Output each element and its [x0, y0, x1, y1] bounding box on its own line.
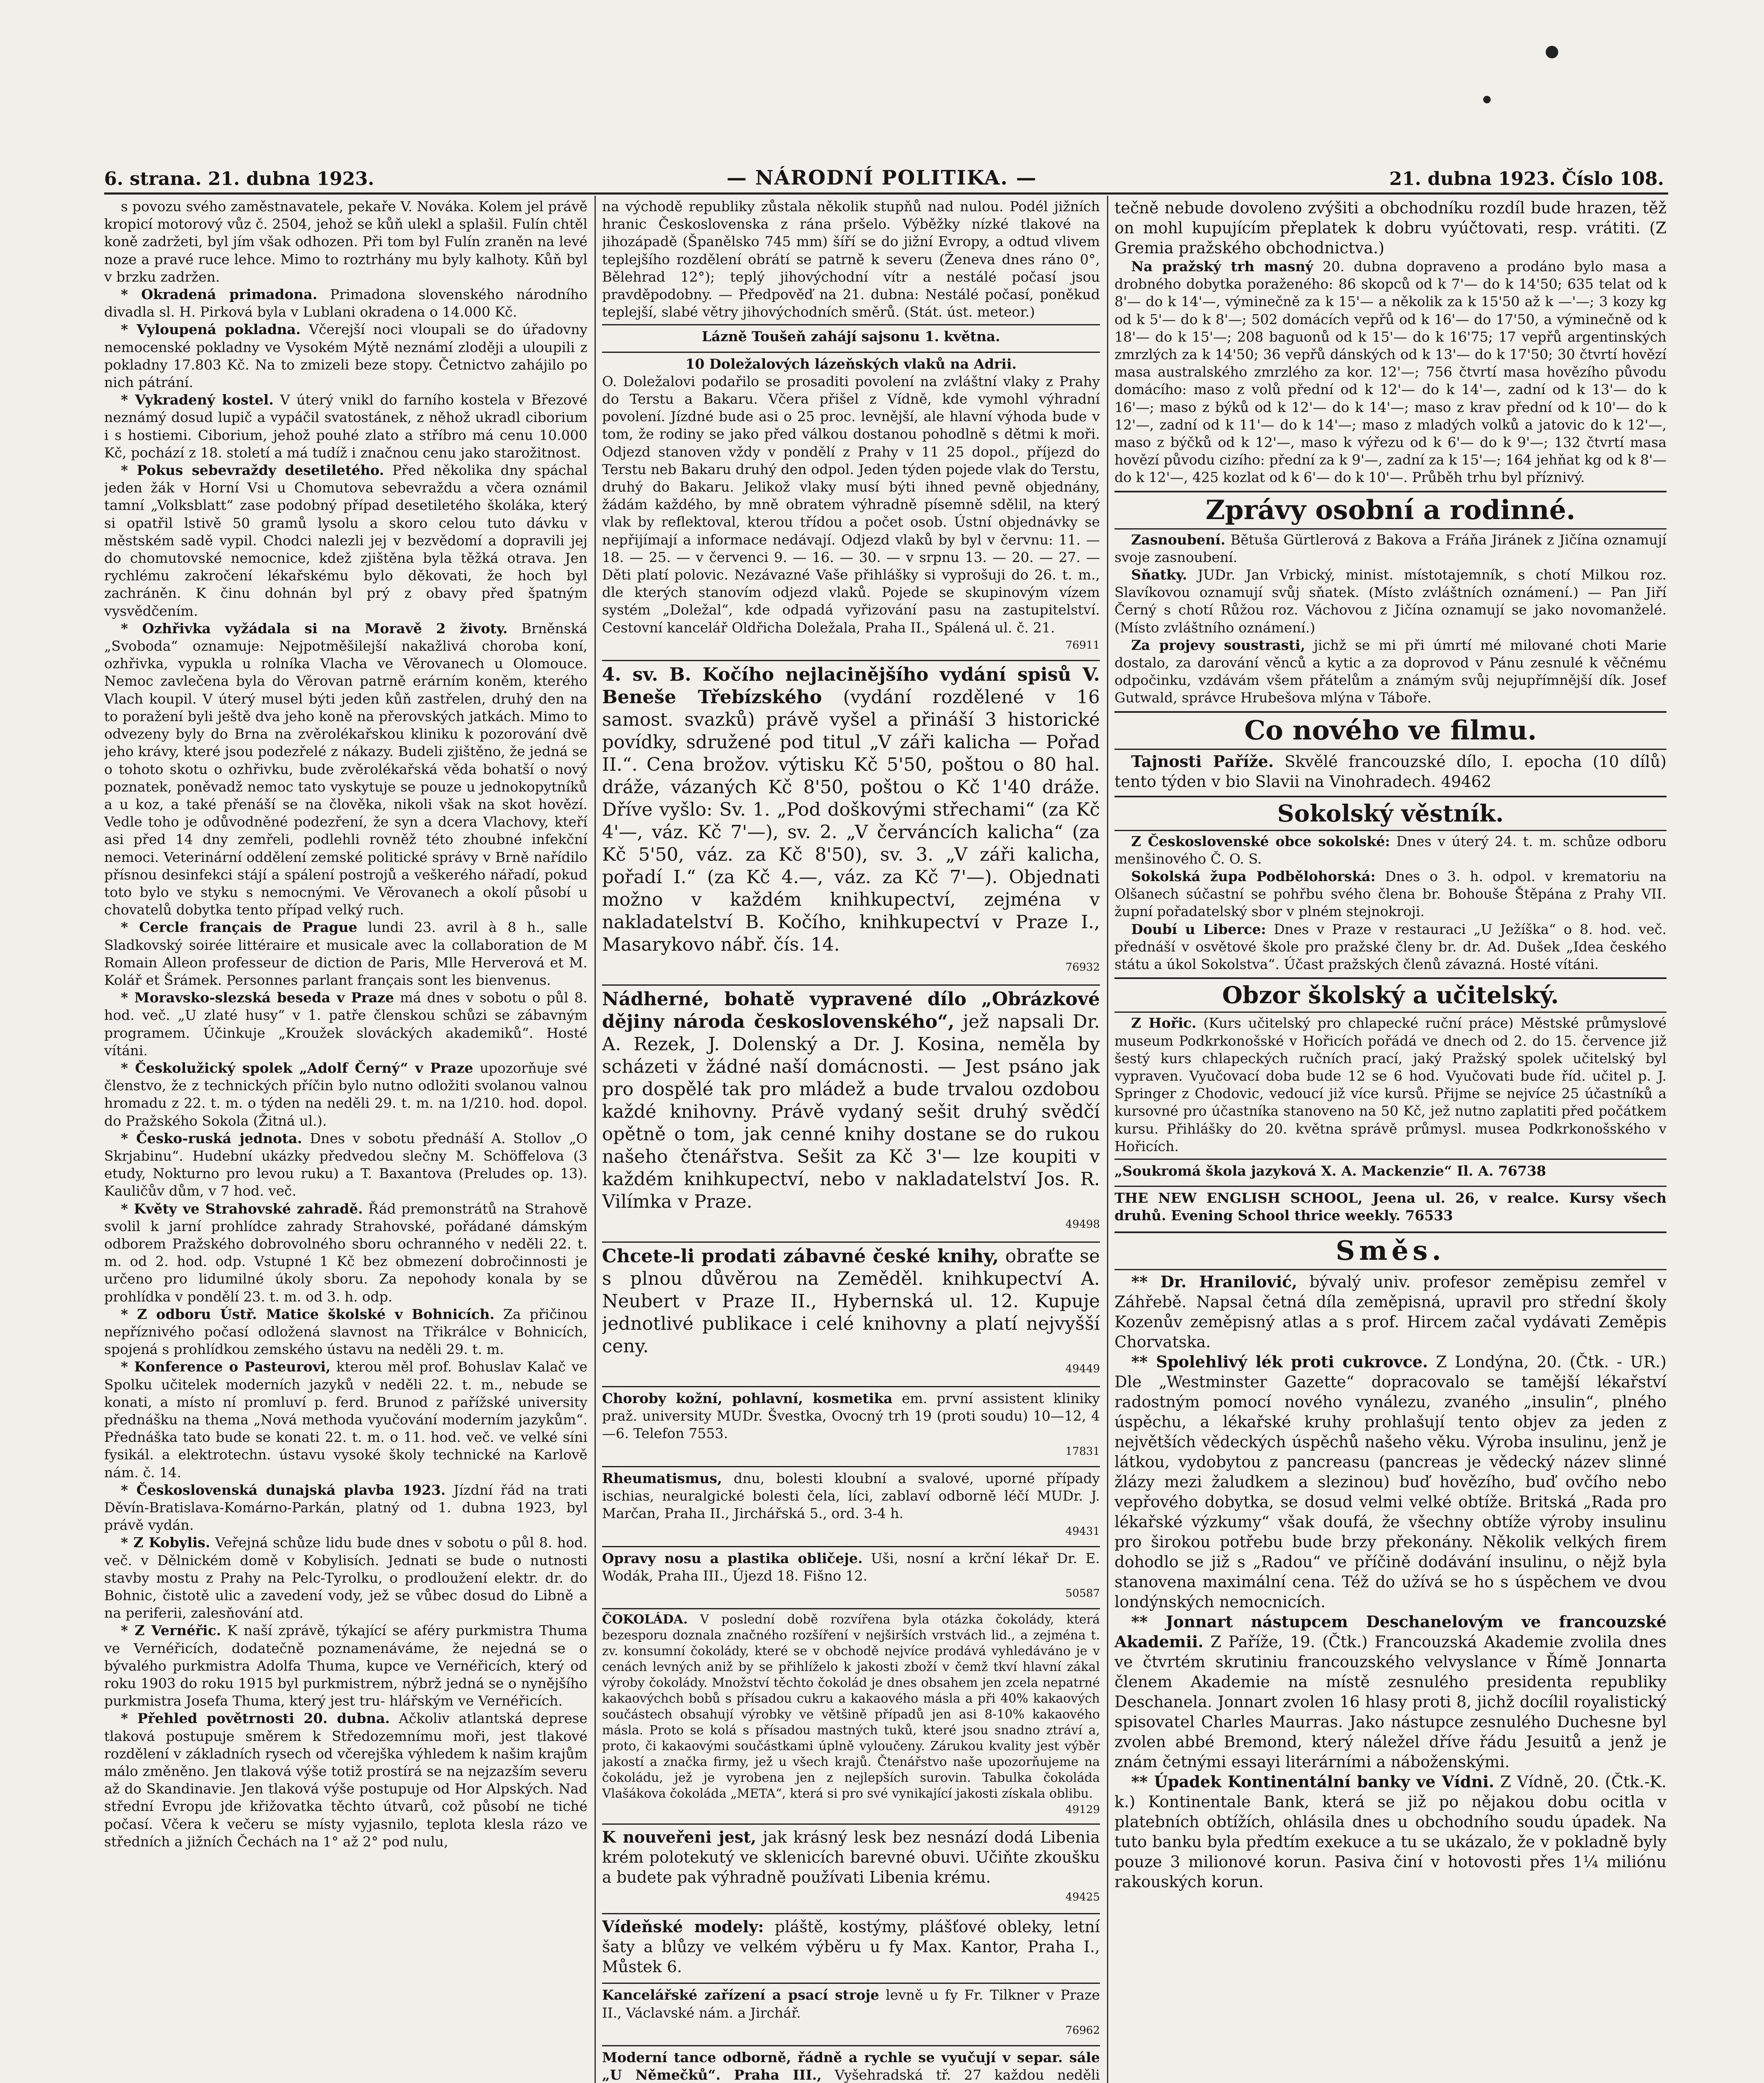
weather-continued: na východě republiky zůstala několik stupňů nad nulou. Podél jižních hranic Československa z rána pršelo. Výběžky nízké tlakové na jihozápadě (Španělsko 745 mm) šíří se do jižní Evropy, a odtud vlivem teplejšího rozdělení obrátí se patrně k severu (Ženeva dnes ráno 0°, Bělehrad 12°); teplý jihovýchodní vítr a nestálé počasí jsou pravděpodobny. — Předpověď na 21. dubna: Nestálé počasí, poněkud teplejší, slabé větry jihovýchodních směrů. (Stát. úst. meteor.) — [602, 198, 1100, 320]
news-item: Za projevy soustrasti, jichž se mi při úmrtí mé milované choti Marie dostalo, za darování věnců a kytic a za doprovod v Pánu zesnulé k věčnému odpočinku, vzdávám všem přátelům a známým svůj nejupřímnější dík. Josef Gutwald, správce Hrubešova mlýna v Táboře. — [1114, 637, 1667, 706]
section-heading: Zprávy osobní a rodinné. — [1114, 491, 1667, 529]
news-item: Zasnoubení. Bětuša Gürtlerová z Bakova a Fráňa Jiránek z Jičína oznamují svoje zasnoubení. — [1114, 531, 1667, 565]
news-item: * Konference o Pasteurovi, kterou měl prof. Bohuslav Kalač ve Spolku učitelek moderních jazyků v neděli 22. t. m., nebude se konati, a místo ní promluví p. ferd. Brunod z pařížské university přednášku na thema „Nová methoda vyučování moderním jazykům“. Přednáška tato bude se konati 22. t. m. o 11. hod. več. ve velké síni fysikál. a elektrotechn. ústavu vysoké školy technické na Karlově nám. č. 14. — [104, 1359, 587, 1481]
news-item: * Moravsko-slezská beseda v Praze má dnes v sobotu o půl 8. hod. več. „U zlaté husy“ v 1. patře členskou schůzi se zábavným programem. Účinkuje „Kroužek slováckých akademiků“. Hosté vítáni. — [104, 989, 587, 1059]
news-item: Na pražský trh masný 20. dubna dopraveno a prodáno bylo masa a drobného dobytka poraženého: 86 skopců od k 7'— do k 14'50; 635 telat od k 8'— do k 14'—, výminečně za k 15'— a několik za k 15'50 až k —'—; 3 kozy kg od k 5'— do k 8'—; 502 domácích vepřů od k 16'— do 17'50, a výminečně od k 18'— do k 15'—; 208 baguonů od k 15'— do k 16'75; 17 vepřů argentinských zmrzlých za k 14'50; 36 vepřů dánských od k 13'— do k 17'50; 30 čtvrtí hovězí masa australského zmrzlého za kor. 12'—; 756 čtvrtí masa hovězího původu domácího: maso z volů přední od k 12'— do k 14'—, zadní od k 13'— do k 16'—; maso z býků od k 12'— do k 14'—; maso z krav přední od k 10'— do k 12'—, zadní od k 11'— do k 14'—; maso z mladých volků a jatovic do k 12'—, maso z býčků od k 12'—, maso k výřezu od k 6'— do k 9'—; 132 čtvrtí masa hovězí původu cizího: přední za k 9'—, zadní za k 15'—; 164 jehňat kg od k 8'— do k 12'—, 425 kozlat od k 6'— do k 10'—. Průběh trhu byl příznivý. — [1114, 258, 1667, 486]
column-3 — [1114, 198, 1667, 2083]
advert: ČOKOLÁDA. V poslední době rozvířena byla otázka čokolády, která bezesporu doznala značného rozšíření v nejširších vrstvách lid., a zejména t. zv. konsumní čokolády, které se v obchodě nejvíce prodává vyhledáváno je v cenách levných aniž by se přihlíželo k jakosti zboží v čemž tkví hlavní zákal výroby čokolády. Množství těchto čokolád je dnes obsahem jen zcela nepatrné kakaovýchch bobů s přísadou cukru a kakaového másla a při 40% kakaových součástech obsahují výrobky ve většině případů jen asi 8-10% kakaového másla. Proto se kolá s přísadou mastných tuků, které jsou snadno ztráví a, proto, či kakaovými součástkami úplně vyloučeny. Zárukou kvality jest výběr jakostí a značka firmy, jež u všech krajů. Čtenářstvo naše upozorňujeme na čokoládu, jež je vyrobena jen z nejlepších surovin. Tabulka čokoláda Vlašákova čokoláda „META“, která si pro své vynikající jakosti získala oblibu. 49129 — [602, 1608, 1100, 1820]
header-left: 6. strana. 21. dubna 1923. — [104, 168, 375, 190]
advert: Chcete-li prodati zábavné české knihy, obraťte se s plnou důvěrou na Zeměděl. knihkupectví A. Neubert v Praze II., Hybernská ul. 12. Kupuje jednotlivé publikace i celé knihovny a platí nejvyšší ceny. 49449 — [602, 1241, 1100, 1383]
advert: THE NEW ENGLISH SCHOOL, Jeena ul. 26, v realce. Kursy všech druhů. Evening School thrice weekly. 76533 — [1114, 1186, 1667, 1227]
advert: Rheumatismus, dnu, bolesti kloubní a svalové, uporné případy ischias, neuralgické bolesti čela, líci, zablaví odborně léčí MUDr. J. Marčan, Praha II., Jirchářská 5., ord. 3-4 h. 49431 — [602, 1466, 1100, 1543]
news-item: Z Hořic. (Kurs učitelský pro chlapecké ruční práce) Městské průmyslové museum Podkrkonošské v Hořicích pořádá ve dnech od 2. do 15. července již šestý kurs chlapeckých ručních prací, jaký Pražský spolek učitelský byl vypraven. Vyučovací doba bude 12 se 6 hod. Vyučovati bude říd. učitel p. J. Springer z Chodovic, vedoucí již více kursů. Přijme se nejvíce 25 účastníků a kursovné pro účastníka stanoveno na 50 Kč, jež nutno zaplatiti před počátkem kursu. Přihlášky do 20. května správě průmysl. musea Podkrkonošského v Hořicích. — [1114, 1015, 1667, 1154]
advert: Opravy nosu a plastika obličeje. Uši, nosní a krční lékař Dr. E. Wodák, Praha III., Újezd 18. Fišno 12. 50587 — [602, 1546, 1100, 1605]
news-item: Doubí u Liberce: Dnes v Praze v restauraci „U Ježíška“ o 8. hod. več. přednáší v osvětové škole pro pražské členy br. dr. Ad. Dušek „Idea českého státu a úkol Sokolstva“. Účast pražských členů závazná. Hosté vítáni. — [1114, 921, 1667, 973]
column-2 — [602, 198, 1100, 2083]
column-divider — [1107, 196, 1108, 2083]
news-item: * Květy ve Strahovské zahradě. Řád premonstrátů na Strahově svolil k jarní prohlídce zahrady Strahovské, pořádané dámským odborem Pražského dobrovolného sboru ochranného v neděli 22. t. m. od 2. hod. odp. Vstupné 1 Kč bez obmezení dobročinnosti je určeno pro lidumilné úkoly sboru. Za nepohody konala by se prohlídka v pondělí 23. t. m. od 3. h. odp. — [104, 1200, 587, 1305]
advert: Choroby kožní, pohlavní, kosmetika em. první assistent kliniky praž. university MUDr. Švestka, Ovocný trh 19 (proti soudu) 10—12, 4—6. Telefon 7553. 17831 — [602, 1386, 1100, 1463]
news-item: * Českolužický spolek „Adolf Černý“ v Praze upozorňuje své členstvo, že z technických příčin bylo nutno odložiti svolanou valnou hromadu z 22. t. m. o týden na neděli 29. t. m. na 1/210. hod. dopol. do Pražského Sokola (Žitná ul.). — [104, 1059, 587, 1129]
news-item: Sňatky. JUDr. Jan Vrbický, minist. místotajemník, s chotí Milkou roz. Slavíkovou oznamují svůj sňatek. (Místo zvláštních oznámení.) — Pan Jiří Černý s chotí Růžou roz. Váchovou z Jičína oznamují se jako novomanželé. (Místo zvláštního oznámení.) — [1114, 567, 1667, 636]
column-1 — [104, 198, 587, 2083]
news-item: * Okradená primadona. Primadona slovenského národního divadla sl. H. Pirková byla v Lublani okradena o 14.000 Kč. — [104, 286, 587, 320]
advert: 10 Doležalových lázeňských vlaků na Adrii. O. Doležalovi podařilo se prosaditi povolení na zvláštní vlaky z Prahy do Terstu a Bakaru. Včera přišel z Vídně, kde vymohl výhradní povolení. Jízdné bude asi o 25 proc. levnější, ale hlavní výhoda bude v tom, že rodiny se jako před válkou dostanou pohodlně s dětmi k moři. Odjezd stanoven vždy v pondělí z Prahy v 11 25 dopol., příjezd do Terstu neb Bakaru druhý den odpol. Jeden týden pojede vlak do Terstu, druhý do Bakaru. Jelikož vlaky musí býti ihned pevně objednány, žádám každého, by mně obratem výhradně písemně sdělil, na který vlak by reflektoval, kterou třídou a počet osob. Ústní objednávky se nepřijímají a informace nedávají. Odjezd vlaků by byl v červnu: 11. — 18. — 25. — v červenci 9. — 16. — 30. — v srpnu 13. — 20. — 27. — Děti platí polovic. Nezávazné Vaše přihlášky si vyprošuji do 26. t. m., dle kterých stanovím odjezd vlaků. Pojede se skupinovým vízem systém „Doležal“, kde odpadá vyřizování pasu na zastupitelství. Cestovní kancelář Oldřicha Doležala, Praha II., Spálená ul. č. 21. 76911 — [602, 352, 1100, 657]
news-item: ** Spolehlivý lék proti cukrovce. Z Londýna, 20. (Čtk. - UR.) Dle „Westminster Gazette“ dopracovalo se tamější lékařství radostným pomocí nového vynálezu, zvaného „insulin“, plného úspěchu, a lékařské kruhy prohlašují tento objev za jeden z největších vědeckých úspěchů našeho věku. Výroba insulinu, jenž je látkou, vydobytou z pancreasu (pancreas je vědecký název slinné žlázy mezi žaludkem a slezinou) buď hovězího, buď ovčího nebo vepřového dobytka, se dosud velmi velké obtíže. Britská „Rada pro lékařské výzkumy“ však doufá, že všechny obtíže výroby insulinu pro širokou potřebu bude brzy překonány. Několik velkých firem dohodlo se již s „Radou“ ve příčině dodávání insulinu, o nějž byla stanovena maximální cena. Též do užívá se ho s úspěchem ve dvou londýnských nemocnicích. — [1114, 1352, 1667, 1611]
news-item: s povozu svého zaměstnavatele, pekaře V. Nováka. Kolem jel právě kropicí motorový vůz č. 2504, jehož se kůň ulekl a splašil. Fulín chtěl koně zadržeti, byl jím však odhozen. Při tom byl Fulín zraněn na levé noze a pravé ruce lehce. Mimo to roztrhány mu byly kalhoty. Kůň byl v brzku zadržen. — [104, 198, 587, 285]
advert: Vídeňské modely: pláště, kostýmy, plášťové obleky, letní šaty a blůzy ve velkém výběru u fy Max. Kantor, Praha I., Můstek 6. — [602, 1913, 1100, 1979]
advert: Moderní tance odborně, řádně a rychle se vyučují v separ. sále „U Němečků“. Praha III., Vyšehradská tř. 27 každou neděli — [602, 2045, 1100, 2083]
news-item: * Cercle français de Prague lundi 23. avril à 8 h., salle Sladkovský soirée littéraire et musicale avec la collaboration de M Romain Alleon professeur de diction de Paris, Mlle Herverová et M. Kolář et Šrámek. Personnes parlant français sont les bienvenus. — [104, 919, 587, 988]
news-item: * Československá dunajská plavba 1923. Jízdní řád na trati Děvín-Bratislava-Komárno-Parkán, platný od 1. dubna 1923, byl právě vydán. — [104, 1481, 587, 1534]
news-item: * Vyloupená pokladna. Včerejší noci vloupali se do úřadovny nemocenské pokladny ve Vysokém Mýtě neznámí zloději a uloupili z pokladny 17.803 Kč. Na to zmizeli beze stopy. Četnictvo zahájilo po nich pátrání. — [104, 321, 587, 391]
news-item: Tajnosti Paříže. Skvělé francouzské dílo, I. epocha (10 dílů) tento týden v bio Slavii na Vinohradech. 49462 — [1114, 752, 1667, 791]
news-item: * Vykradený kostel. V úterý vnikl do farního kostela v Březové neznámý dosud lupič a vypáčil svatostánek, z něhož ukradl ciborium i s hostiemi. Ciborium, jehož pouhé zlato a stříbro má cenu 10.000 Kč, pochází z 18. století a má tudíž i značnou cenu jako starožitnost. — [104, 392, 587, 461]
news-item: ** Jonnart nástupcem Deschanelovým ve francouzské Akademii. Z Paříže, 19. (Čtk.) Francouzská Akademie zvolila dnes ve čtvrtém skrutiniu francouzského velvyslance v Římě Jonnarta členem Akademie na místě zesnulého presidenta republiky Deschanela. Jonnart zvolen 16 hlasy proti 8, jichž docílil royalistický spisovatel Charles Maurras. Jako nástupce zesnulého Duchesne byl zvolen abbé Bremond, který náležel dříve řádu Jesuitů a jenž je znám četnými essayi literárními a náboženskými. — [1114, 1612, 1667, 1771]
news-item: * Česko-ruská jednota. Dnes v sobotu přednáší A. Stollov „O Skrjabinu“. Hudební ukázky předvedou slečny M. Schöffelova (3 etudy, Nokturno pro levou ruku) a T. Baxantova (Preludes op. 13). Kauličův dům, v 7 hod. več. — [104, 1130, 587, 1199]
advert: 4. sv. B. Kočího nejlacinějšího vydání spisů V. Beneše Třebízského (vydání rozdělené v 16 samost. svazků) právě vyšel a přináší 3 historické povídky, sdružené pod titul „V záři kalicha — Pořad II.“. Cena brožov. výtisku Kč 5'50, poštou o 80 hal. dráže, vázaných Kč 8'50, poštou o Kč 1'40 dráže. Dříve vyšlo: Sv. 1. „Pod doškovými střechami“ (za Kč 4'—, váz. Kč 7'—), sv. 2. „V červáncích kalicha“ (za Kč 5'50, váz. za Kč 8'50), sv. 3. „V záři kalicha, pořadí I.“ (za Kč 4.—, váz. za Kč 7'—). Objednati možno v každém knihkupectví, zejména v nakladatelství B. Kočího, knihkupectví v Praze I., Masarykovo nábř. čís. 14. 76932 — [602, 660, 1100, 981]
section-heading: Směs. — [1114, 1231, 1667, 1270]
punch-hole — [1546, 46, 1558, 58]
news-item: * Z odboru Ústř. Matice školské v Bohnicích. Za přičinou nepříznivého počasí odložená slavnost na Třikrálce v Bohnicích, spojená s prohlídkou zemského ústavu na neděli 29. t. m. — [104, 1306, 587, 1358]
news-item: Z Československé obce sokolské: Dnes v úterý 24. t. m. schůze odboru menšinového Č. O. S. — [1114, 833, 1667, 867]
advert: Nádherné, bohatě vypravené dílo „Obrázkové dějiny národa československého“, jež napsali Dr. A. Rezek, J. Dolenský a Dr. J. Kosina, neměla by scházeti v žádné naší domácnosti. — Jest psáno jak pro dospělé tak pro mládež a bude trvalou ozdobou každé knihovny. Právě vydaný sešit druhý svědčí opětně o tom, jak cenné knihy dostane se do rukou našeho čtenářstva. Sešit za Kč 3'— lze koupiti v každém knihkupectví, nebo v nakladatelství Jos. R. Vilímka v Praze. 49498 — [602, 984, 1100, 1238]
news-item: * Přehled povětrnosti 20. dubna. Ačkoliv atlantská deprese tlaková postupuje směrem k Středozemnímu moři, jest tlakové rozdělení v základních rysech od včerejška výhledem k našim krajům málo změněno. Jen tlaková výše totiž prostírá se na nejzazším severu až do Skandinavie. Jen tlaková výše postupuje od Hor Alpských. Nad střední Evropu jde křižovatka těchto útvarů, což působí ne tiché počasí. Včera k večeru se místy vyjasnilo, teplota klesla rázo ve středních a jižních Čechách na 1° až 2° pod nulu, — [104, 1710, 587, 1850]
column-divider — [595, 196, 596, 2083]
advert: „Soukromá škola jazyková X. A. Mackenzie“ Il. A. 76738 — [1114, 1159, 1667, 1182]
news-item: ** Úpadek Kontinentální banky ve Vídni. Z Vídně, 20. (Čtk.-K. k.) Kontinentale Bank, která se již po nějakou dobu ocitla v platebních obtížích, ohlásila dnes u obchodního soudu úpadek. Na tuto banku byla předtím exekuce a tu se ukázalo, že v pokladně byly pouze 3 milionové korun. Pasiva činí v hotovosti přes 1¼ miliónu rakouských korun. — [1114, 1772, 1667, 1891]
advert: K nouveřeni jest, jak krásný lesk bez nesnází dodá Libenia krém polotekutý ve sklenicích barevné obuvi. Učiňte zkoušku a budete pak výhradně používati Libenia krému. 49425 — [602, 1823, 1100, 1910]
section-heading: Sokolský věstník. — [1114, 796, 1667, 831]
header-right: 21. dubna 1923. Číslo 108. — [1389, 168, 1664, 190]
news-item: Sokolská župa Podbělohorská: Dnes o 3. h. odpol. v krematoriu na Olšanech súčastní se pohřbu svého člena br. Bohouše Štěpána z Prahy VII. župní pořadatelský sbor v plném stejnokroji. — [1114, 868, 1667, 920]
news-item: * Z Vernéřic. K naší zprávě, týkající se aféry purkmistra Thuma ve Vernéřicích, dodatečně poznamenáváme, že nejedná se o bývalého purkmistra Adolfa Thuma, kupce ve Vernéřicích, který od roku 1903 do roku 1915 byl purkmistrem, nýbrž jedná se o nynějšího purkmistra Josefa Thuma, který jest tru- hlářským ve Vernéřicích. — [104, 1622, 587, 1709]
header-rule — [104, 192, 1668, 195]
page-header — [104, 160, 1664, 190]
masthead-title: — NÁRODNÍ POLITIKA. — — [726, 166, 1037, 190]
section-heading: Co nového ve filmu. — [1114, 711, 1667, 750]
news-item: * Ozhřivka vyžádala si na Moravě 2 životy. Brněnská „Svoboda“ oznamuje: Nejpotměšilejší nakažlivá choroba koní, ozhřivka, vypukla u rolníka Vlacha ve Věrovanech u Olomouce. Nemoc zavlečena byla do Věrovan patrně erárním koněm, kterého Vlach koupil. V úterý musel býti jeden kůň zastřelen, druhý den na to poražení byli ještě dva jeho koně na přerovských jatkách. Mimo to odvezeny byly do Brna na zvěrolékařskou kliniku k pozorování dvě jeho krávy, které jsou podezřelé z nákazy. Budeli zjištěno, že jedná se o tohoto skotu o ozhřivku, bude zvěrolékařská věda bohatší o nový poznatek, poněvadž nemoc tato vyskytuje se pouze u jednokopytníků a u koz, a také přenáší se na člověka, nikoli však na skot hovězí. Vedle toho je odůvodněné podezření, že syn a dcera Vlachovy, kteří asi před 14 dny zemřeli, podlehli rovněž této zhoubné infekční nemoci. Veterinární oddělení zemské politické správy v Brně nařídilo přísnou desinfekci stájí a spálení postrojů a veškerého nářadí, pokud toto bylo ve styku s nemocnými. Ve Věrovanech a okolí působí u chovatelů dobytka tento případ velký ruch. — [104, 620, 587, 918]
advert: Lázně Toušeň zahájí sajsonu 1. května. — [602, 324, 1100, 348]
ink-spot — [1483, 96, 1491, 103]
advert: Kancelářské zařízení a psací stroje levně u fy Fr. Tilkner v Praze II., Václavské nám. a Jirchář. 76962 — [602, 1983, 1100, 2042]
news-item: * Z Kobylis. Veřejná schůze lidu bude dnes v sobotu o půl 8. hod. več. v Dělnickém domě v Kobylisích. Jednati se bude o nutnosti stavby mostu z Prahy na Pelc-Tyrolku, o prodloužení elektr. dr. do Bohnic, čistotě ulic a zavedení vody, jež se vůbec dosud do Libně a na periferii, zalesňování atd. — [104, 1534, 587, 1621]
news-item: * Pokus sebevraždy desetiletého. Před několika dny spáchal jeden žák v Horní Vsi u Chomutova sebevraždu a včera oznámil tamní „Volksblatt“ zase podobný případ desetiletého školáka, který si opatřil lstivě 50 gramů lysolu a skoro celou tuto dávku v městském sadě vypil. Chodci nalezli jej v bezvědomí a dopravili jej do chomutovské nemocnice, kdež zjištěna byla těžká otrava. Jen rychlému zakročení lékařskému bylo děkovati, že hoch byl zachráněn. K činu dohnán byl prý z obavy před špatným vysvědčením. — [104, 462, 587, 619]
news-item: ** Dr. Hranilović, bývalý univ. profesor zeměpisu zemřel v Záhřebě. Napsal četná díla zeměpisná, upravil pro střední školy Kozenův zeměpisný atlas a s prof. Hircem začal vydávati Zeměpis Chorvatska. — [1114, 1272, 1667, 1351]
section-heading: Obzor školský a učitelský. — [1114, 977, 1667, 1013]
news-continued: tečně nebude dovoleno zvýšiti a obchodníku rozdíl bude hrazen, těž on mohl kupujícím přeplatek k dobru vyúčtovati, resp. vrátiti. (Z Gremia pražského obchodnictva.) — [1114, 199, 1667, 257]
